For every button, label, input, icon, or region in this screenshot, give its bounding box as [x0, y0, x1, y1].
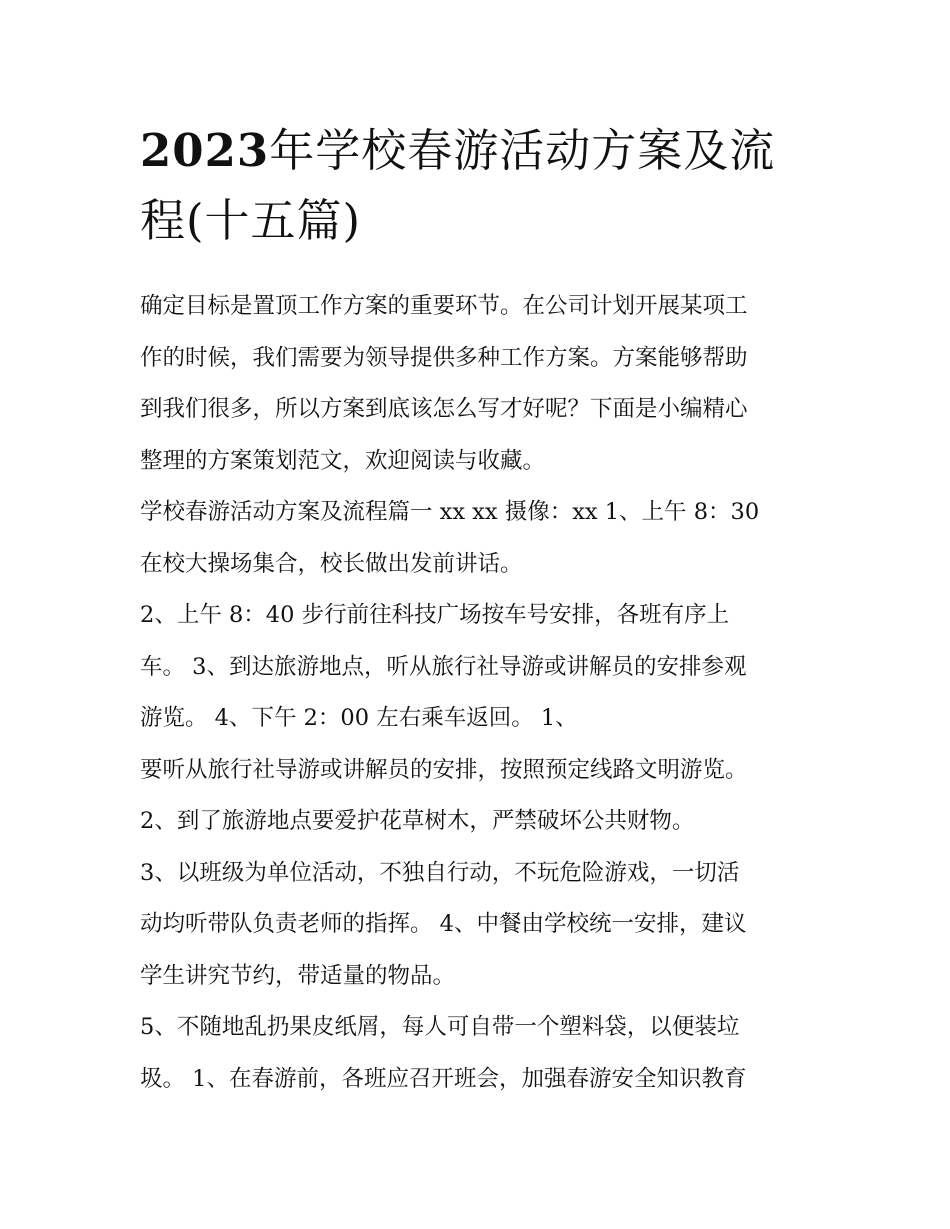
body-line: 确定目标是置顶工作方案的重要环节。在公司计划开展某项工	[140, 293, 748, 319]
body-line: 5、不随地乱扔果皮纸屑，每人可自带一个塑料袋，以便装垃	[140, 1014, 740, 1040]
body-line: 到我们很多，所以方案到底该怎么写才好呢？下面是小编精心	[140, 396, 748, 422]
body-line: 学生讲究节约，带适量的物品。	[140, 962, 456, 989]
body-line: 游览。 4、下午 2：00 左右乘车返回。 1、	[140, 705, 578, 731]
body-line: 动均听带队负责老师的指挥。 4、中餐由学校统一安排，建议	[140, 911, 747, 937]
title-line1-text: 年学校春游活动方案及流	[269, 124, 776, 177]
title-line2-text: 程(十五篇)	[140, 194, 362, 247]
body-line: 要听从旅行社导游或讲解员的安排，按照预定线路文明游览。	[140, 756, 748, 783]
title-year: 2023	[140, 124, 270, 177]
body-line: 3、以班级为单位活动，不独自行动，不玩危险游戏，一切活	[140, 859, 740, 886]
document-body	[140, 281, 820, 1105]
body-line: 在校大操场集合，校长做出发前讲话。	[140, 550, 523, 577]
body-line: 2、上午 8：40 步行前往科技广场按车号安排，各班有序上	[140, 602, 730, 628]
body-line: 车。 3、到达旅游地点，听从旅行社导游或讲解员的安排参观	[140, 653, 747, 680]
body-line: 2、到了旅游地点要爱护花草树木，严禁破坏公共财物。	[140, 808, 695, 834]
body-line: 整理的方案策划范文，欢迎阅读与收藏。	[140, 447, 546, 474]
body-line: 作的时候，我们需要为领导提供多种工作方案。方案能够帮助	[140, 344, 748, 371]
document-title	[140, 116, 820, 256]
body-line: 学校春游活动方案及流程篇一 xx xx 摄像：xx 1、上午 8：30	[140, 499, 760, 525]
body-line: 圾。 1、在春游前，各班应召开班会，加强春游安全知识教育	[140, 1065, 747, 1092]
